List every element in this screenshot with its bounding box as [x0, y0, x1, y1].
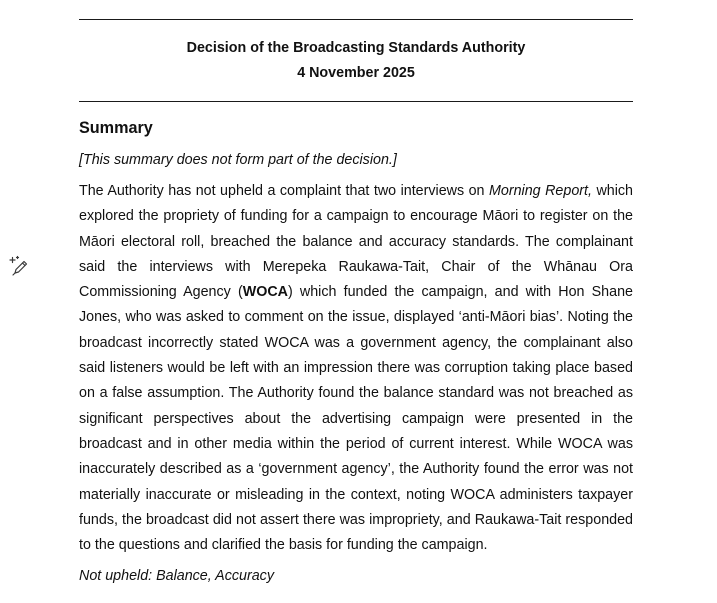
programme-name: Morning Report,	[488, 183, 592, 199]
decision-outcome: Not upheld: Balance, Accuracy	[79, 568, 274, 584]
summary-paragraph	[79, 179, 633, 558]
top-divider	[79, 19, 633, 20]
summary-heading: Summary	[79, 119, 153, 137]
summary-text-3: ) which funded the campaign, and with Hon Shane Jones, who was asked to comment on the issue, displayed ‘anti-Māori bias’. Noting the broadcast incorrectly stated WOCA was a government agency, the complainant also said listeners would be left with an impression there was corruption taking place based on a false assumption. The Authority found the balance standard was not breached as significant perspectives about the advertising campaign were presented in the broadcast and in other media within the period of current interest. While WOCA was inaccurately described as a ‘government agency’, the Authority found the error was not materially inaccurate or misleading in the context, noting WOCA administers taxpayer funds, the broadcast did not assert there was impropriety, and Raukawa-Tait responded to the questions and clarified the basis for funding the campaign.	[79, 284, 633, 554]
ai-sparkle-pen-icon[interactable]	[8, 255, 30, 277]
summary-text-1: The Authority has not upheld a complaint that two interviews on	[79, 183, 489, 199]
document-title: Decision of the Broadcasting Standards Authority	[186, 40, 526, 56]
decision-date: 4 November 2025	[297, 65, 415, 81]
woca-acronym: WOCA	[242, 284, 288, 301]
header-divider	[79, 101, 633, 102]
summary-disclaimer: [This summary does not form part of the decision.]	[79, 152, 397, 168]
summary-text-2: which explored the propriety of funding for a campaign to encourage Māori to register on the Māori electoral roll, breached the balance and accuracy standards. The complainant said the interviews with Merepeka Raukawa-Tait, Chair of the Whānau Ora Commissioning Agency (	[79, 183, 634, 301]
